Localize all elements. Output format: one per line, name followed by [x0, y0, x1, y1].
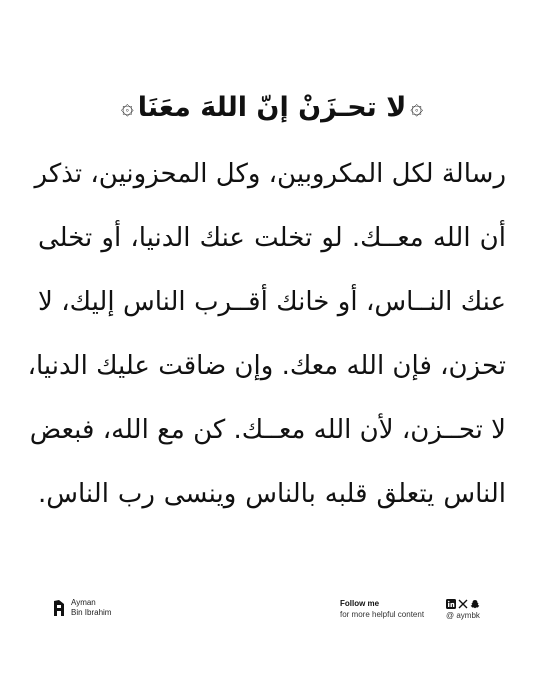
follow-title: Follow me [340, 599, 380, 608]
body-line: أن الله معــك. لو تخلت عنك الدنيا، أو تخلى [38, 223, 506, 253]
body-line: الناس يتعلق قلبه بالناس وينسى رب الناس. [38, 479, 506, 509]
footer [52, 598, 492, 626]
author-name-line2: Bin Ibrahim [71, 608, 112, 617]
body-line: لا تحــزن، لأن الله معــك. كن مع الله، فبعض [29, 415, 506, 445]
social-block [446, 598, 492, 621]
author-name [71, 598, 111, 618]
title-text: لا تحـزَنْ إنّ اللهَ معَنَا [137, 92, 407, 123]
follow-block [340, 598, 424, 620]
body-line: تحزن، فإن الله معك. وإن ضاقت عليك الدنيا، [27, 351, 506, 381]
page-title [0, 92, 544, 123]
brand-logo-icon [52, 599, 66, 617]
x-icon[interactable] [458, 599, 468, 609]
author-brand [52, 598, 111, 618]
ornament-left: ۞ [120, 95, 134, 120]
body-line: عنك النــاس، أو خانك أقــرب الناس إليك، لا [38, 287, 506, 317]
social-icons [446, 598, 492, 609]
ornament-right: ۞ [410, 95, 424, 120]
body-line: رسالة لكل المكروبين، وكل المحزونين، تذكر [34, 159, 506, 189]
social-handle[interactable]: @ aymbk [446, 611, 480, 620]
follow-subtitle: for more helpful content [340, 610, 425, 619]
linkedin-icon[interactable] [446, 599, 456, 609]
snapchat-icon[interactable] [470, 599, 480, 609]
body-paragraph [27, 158, 506, 542]
author-name-line1: Ayman [71, 598, 96, 607]
